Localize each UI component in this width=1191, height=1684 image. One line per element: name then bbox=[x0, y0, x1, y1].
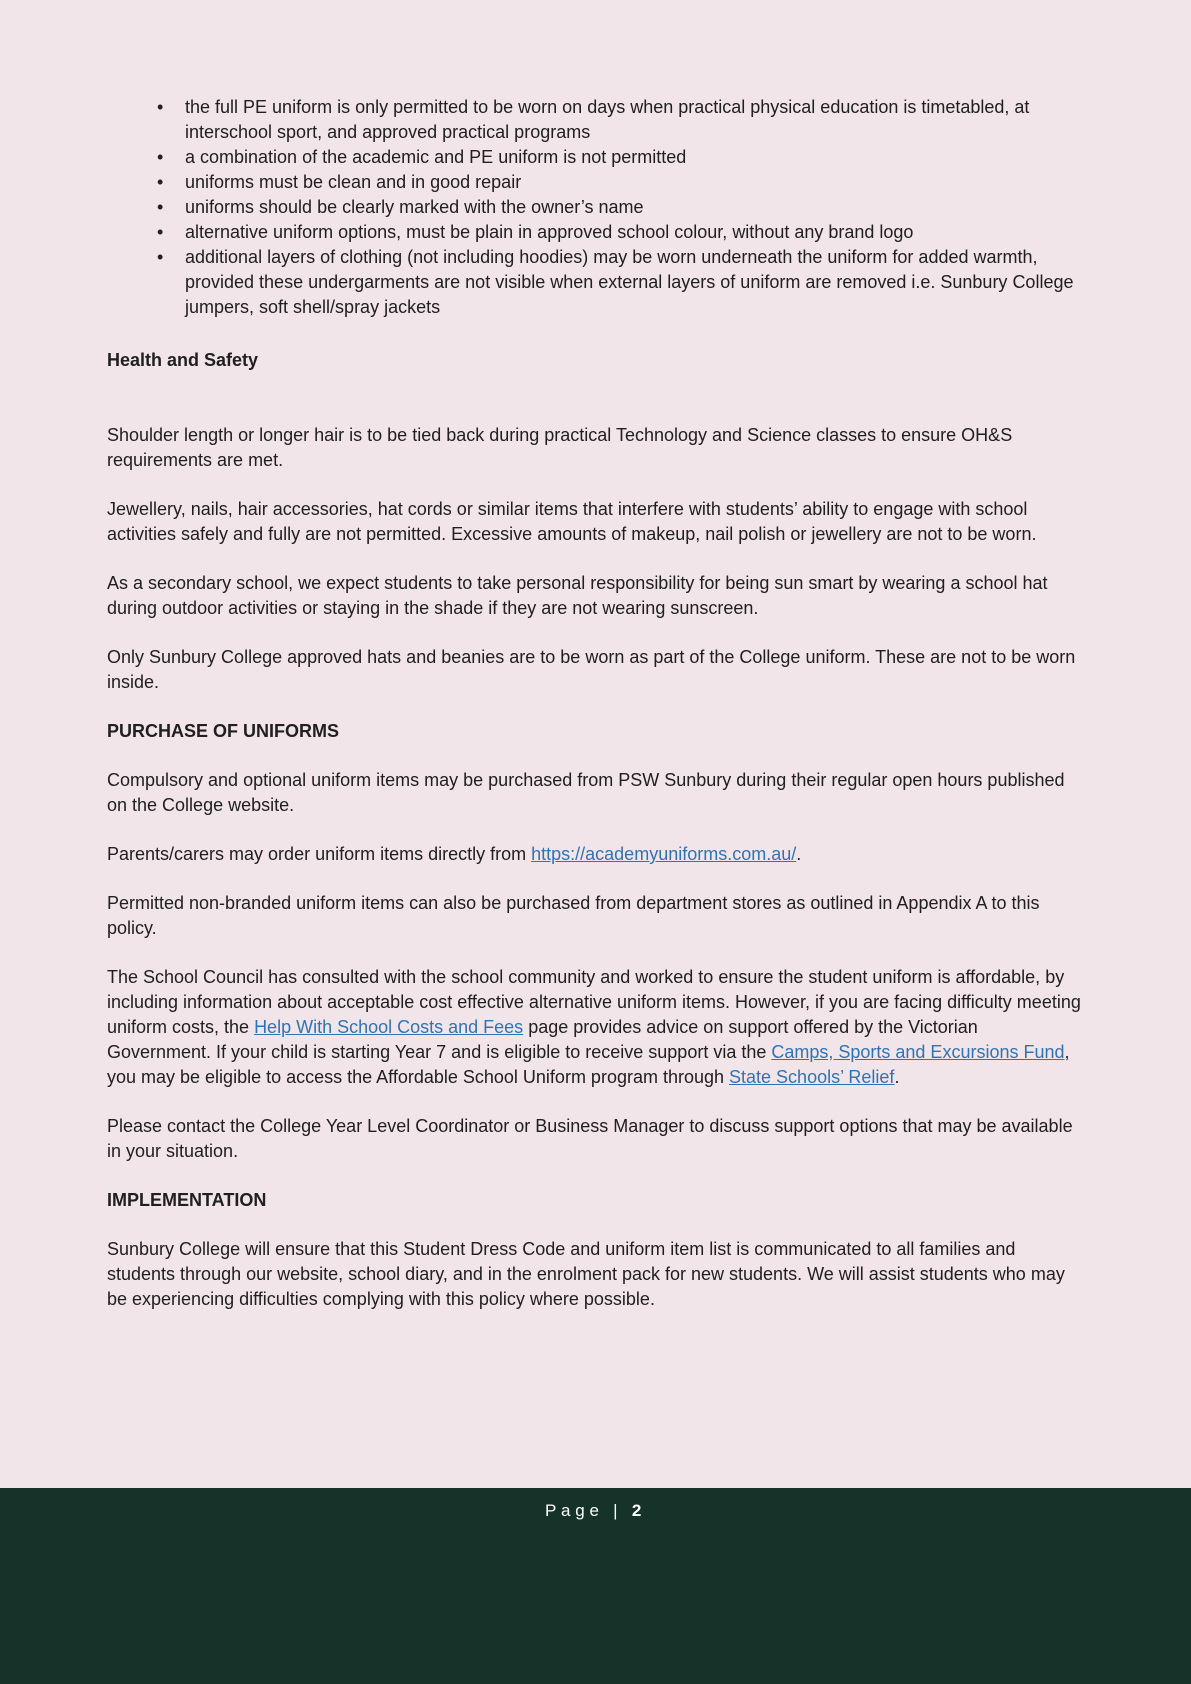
bullet-item bbox=[155, 220, 1085, 245]
order-online-text: Parents/carers may order uniform items directly from bbox=[107, 844, 532, 864]
bullet-item bbox=[155, 245, 1085, 320]
paragraph-implementation: Sunbury College will ensure that this Student Dress Code and uniform item list is communicated to all families and students through our website, school diary, and in the enrolment pack for new students. We will assist students who may be experiencing difficulties complying with this policy where possible. bbox=[107, 1239, 1065, 1309]
page-footer bbox=[0, 1488, 1191, 1684]
bullet-item-text: a combination of the academic and PE uniform is not permitted bbox=[185, 147, 687, 167]
footer-page-indicator bbox=[0, 1501, 1191, 1521]
school-council-text-2: page provides advice on support offered by the Victorian Government. If your child is starting Year 7 and is eligible to receive support via the bbox=[107, 1017, 978, 1062]
heading-implementation: IMPLEMENTATION bbox=[107, 1190, 267, 1210]
paragraph-school-council bbox=[107, 965, 1085, 1090]
order-online-period: . bbox=[796, 844, 802, 864]
bullet-item-text: additional layers of clothing (not including hoodies) may be worn underneath the uniform for added warmth, provided these undergarments are not visible when external layers of uniform are removed i.e. Sunbury College jumpers, soft shell/spray jackets bbox=[185, 247, 1074, 317]
bullet-item-text: uniforms must be clean and in good repair bbox=[185, 172, 522, 192]
heading-health-and-safety: Health and Safety bbox=[107, 350, 259, 370]
academy-uniforms-link[interactable]: https://academyuniforms.com.au/ bbox=[531, 844, 797, 864]
bullet-item bbox=[155, 145, 1085, 170]
school-council-period: . bbox=[894, 1067, 900, 1087]
school-council-text-1: The School Council has consulted with the school community and worked to ensure the student uniform is affordable, by including information about acceptable cost effective alternative uniform items. However, if you are facing difficulty meeting uniform costs, the bbox=[107, 967, 1081, 1037]
camps-sports-excursions-fund-link[interactable]: Camps, Sports and Excursions Fund bbox=[771, 1042, 1065, 1062]
paragraph-sun-smart: As a secondary school, we expect students to take personal responsibility for being sun smart by wearing a school hat during outdoor activities or staying in the shade if they are not wearing sunscreen. bbox=[107, 573, 1048, 618]
help-with-school-costs-link[interactable]: Help With School Costs and Fees bbox=[254, 1017, 524, 1037]
footer-page-label: Page | bbox=[544, 1501, 623, 1520]
school-council-text-3: , you may be eligible to access the Affordable School Uniform program through bbox=[107, 1042, 1070, 1087]
paragraph-psw-sunbury: Compulsory and optional uniform items may be purchased from PSW Sunbury during their regular open hours published on the College website. bbox=[107, 770, 1065, 815]
paragraph-contact-coordinator: Please contact the College Year Level Coordinator or Business Manager to discuss support options that may be available in your situation. bbox=[107, 1116, 1073, 1161]
bullet-item bbox=[155, 95, 1085, 145]
bullet-item-text: alternative uniform options, must be plain in approved school colour, without any brand logo bbox=[185, 222, 914, 242]
heading-purchase-of-uniforms: PURCHASE OF UNIFORMS bbox=[107, 721, 340, 741]
paragraph-order-online bbox=[107, 842, 1085, 867]
bullet-item bbox=[155, 170, 1085, 195]
state-schools-relief-link[interactable]: State Schools’ Relief bbox=[729, 1067, 895, 1087]
paragraph-hats-beanies: Only Sunbury College approved hats and beanies are to be worn as part of the College uniform. These are not to be worn inside. bbox=[107, 647, 1076, 692]
bullet-item-text: uniforms should be clearly marked with the owner’s name bbox=[185, 197, 644, 217]
paragraph-jewellery: Jewellery, nails, hair accessories, hat cords or similar items that interfere with students’ ability to engage with school activities safely and fully are not permitted. Excessive amounts of makeup, nail polish or jewellery are not to be worn. bbox=[107, 499, 1037, 544]
bullet-list bbox=[107, 95, 1085, 320]
paragraph-hair: Shoulder length or longer hair is to be tied back during practical Technology and Science classes to ensure OH&S requirements are met. bbox=[107, 425, 1013, 470]
bullet-item-text: the full PE uniform is only permitted to be worn on days when practical physical education is timetabled, at interschool sport, and approved practical programs bbox=[185, 97, 1030, 142]
bullet-item bbox=[155, 195, 1085, 220]
paragraph-non-branded: Permitted non-branded uniform items can also be purchased from department stores as outlined in Appendix A to this policy. bbox=[107, 893, 1040, 938]
footer-page-number: 2 bbox=[631, 1501, 647, 1520]
